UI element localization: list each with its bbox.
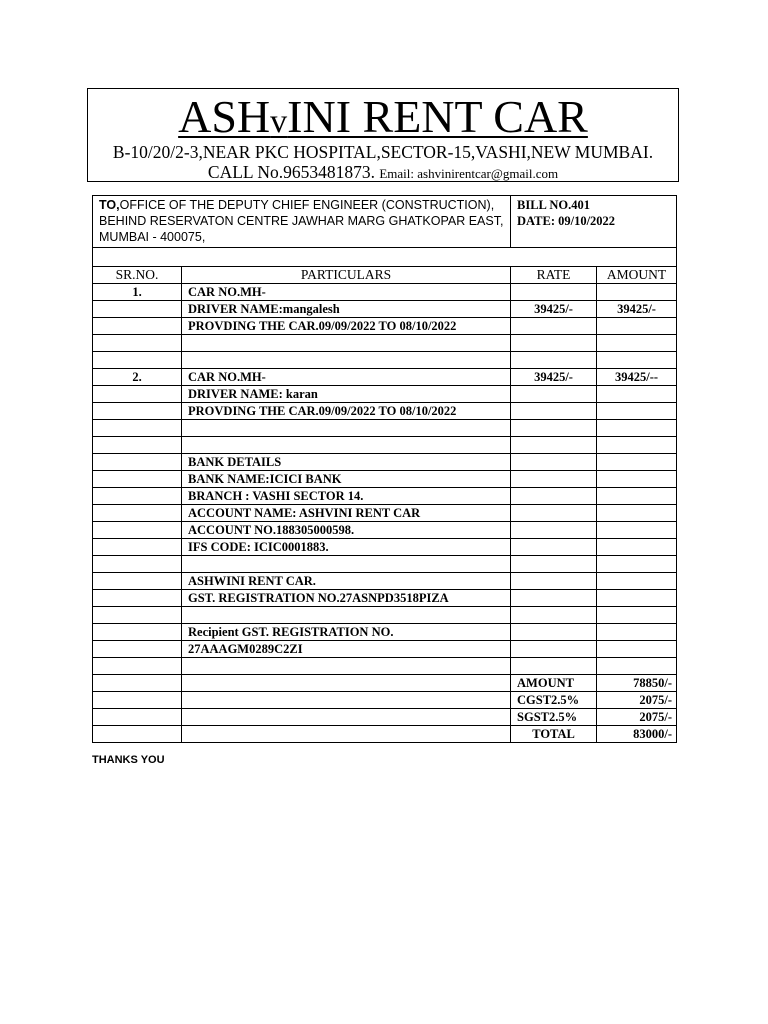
amount-cell: 39425/-- — [597, 369, 677, 386]
recipient-cell — [93, 196, 511, 248]
particulars-cell: ACCOUNT NAME: ASHVINI RENT CAR — [182, 505, 511, 522]
table-row — [93, 301, 677, 318]
rate-cell — [511, 539, 597, 556]
empty-cell — [182, 692, 511, 709]
sr-no-cell: 2. — [93, 369, 182, 386]
totals-row — [93, 692, 677, 709]
table-row — [93, 318, 677, 335]
empty-cell — [93, 726, 182, 743]
particulars-cell — [182, 420, 511, 437]
sr-no-cell — [93, 641, 182, 658]
particulars-cell — [182, 352, 511, 369]
totals-label: SGST2.5% — [511, 709, 597, 726]
table-row — [93, 386, 677, 403]
particulars-cell: CAR NO.MH- — [182, 284, 511, 301]
rate-cell — [511, 488, 597, 505]
totals-value: 2075/- — [597, 692, 677, 709]
rate-cell — [511, 641, 597, 658]
table-row — [93, 641, 677, 658]
empty-cell — [93, 692, 182, 709]
table-row — [93, 590, 677, 607]
column-header-row — [93, 267, 677, 284]
totals-value: 2075/- — [597, 709, 677, 726]
spacer-cell — [93, 248, 677, 267]
recipient-address: OFFICE OF THE DEPUTY CHIEF ENGINEER (CONSTRUCTION), BEHIND RESERVATON CENTRE JAWHAR MARG GHATKOPAR EAST, MUMBAI - 400075, — [99, 198, 504, 244]
table-row — [93, 335, 677, 352]
empty-cell — [93, 675, 182, 692]
column-header-rate: RATE — [511, 267, 597, 284]
spacer-row — [93, 248, 677, 267]
sr-no-cell — [93, 471, 182, 488]
rate-cell — [511, 386, 597, 403]
sr-no-cell — [93, 420, 182, 437]
rate-cell — [511, 335, 597, 352]
company-name-v: v — [270, 103, 288, 140]
amount-cell — [597, 624, 677, 641]
rate-cell — [511, 658, 597, 675]
table-row — [93, 369, 677, 386]
sr-no-cell — [93, 386, 182, 403]
sr-no-cell — [93, 505, 182, 522]
sr-no-cell — [93, 539, 182, 556]
phone-number: CALL No.9653481873. — [207, 162, 375, 182]
table-row — [93, 454, 677, 471]
company-address: B-10/20/2-3,NEAR PKC HOSPITAL,SECTOR-15,VASHI,NEW MUMBAI. — [112, 142, 654, 162]
amount-cell — [597, 556, 677, 573]
company-name — [88, 91, 678, 148]
totals-value: 78850/- — [597, 675, 677, 692]
amount-cell — [597, 471, 677, 488]
sr-no-cell — [93, 522, 182, 539]
particulars-cell — [182, 335, 511, 352]
particulars-cell: GST. REGISTRATION NO.27ASNPD3518PIZA — [182, 590, 511, 607]
contact-line — [88, 162, 678, 184]
sr-no-cell — [93, 590, 182, 607]
amount-cell — [597, 386, 677, 403]
rate-cell — [511, 454, 597, 471]
sr-no-cell — [93, 624, 182, 641]
totals-label: AMOUNT — [511, 675, 597, 692]
rate-cell — [511, 420, 597, 437]
amount-cell — [597, 590, 677, 607]
table-row — [93, 471, 677, 488]
amount-cell — [597, 488, 677, 505]
rate-cell — [511, 624, 597, 641]
column-header-sr-no: SR.NO. — [93, 267, 182, 284]
company-name-part2: INI RENT CAR — [287, 91, 588, 142]
rate-cell — [511, 573, 597, 590]
particulars-cell: DRIVER NAME: karan — [182, 386, 511, 403]
rate-cell — [511, 471, 597, 488]
bill-date: DATE: 09/10/2022 — [517, 214, 616, 228]
particulars-cell: CAR NO.MH- — [182, 369, 511, 386]
sr-no-cell — [93, 573, 182, 590]
totals-row — [93, 726, 677, 743]
recipient-row — [93, 196, 677, 248]
thanks-note: THANKS YOU — [92, 754, 165, 766]
particulars-cell: BRANCH : VASHI SECTOR 14. — [182, 488, 511, 505]
sr-no-cell: 1. — [93, 284, 182, 301]
rate-cell: 39425/- — [511, 301, 597, 318]
company-name-part1: ASH — [178, 91, 271, 142]
table-row — [93, 437, 677, 454]
particulars-cell: PROVDING THE CAR.09/09/2022 TO 08/10/2022 — [182, 403, 511, 420]
table-row — [93, 539, 677, 556]
sr-no-cell — [93, 556, 182, 573]
totals-row — [93, 709, 677, 726]
sr-no-cell — [93, 658, 182, 675]
particulars-cell: Recipient GST. REGISTRATION NO. — [182, 624, 511, 641]
amount-cell — [597, 573, 677, 590]
sr-no-cell — [93, 607, 182, 624]
rate-cell — [511, 607, 597, 624]
sr-no-cell — [93, 437, 182, 454]
particulars-cell: PROVDING THE CAR.09/09/2022 TO 08/10/2022 — [182, 318, 511, 335]
particulars-cell: 27AAAGM0289C2ZI — [182, 641, 511, 658]
table-row — [93, 658, 677, 675]
amount-cell — [597, 420, 677, 437]
totals-label: CGST2.5% — [511, 692, 597, 709]
sr-no-cell — [93, 335, 182, 352]
rate-cell: 39425/- — [511, 369, 597, 386]
particulars-cell: BANK NAME:ICICI BANK — [182, 471, 511, 488]
column-header-particulars: PARTICULARS — [182, 267, 511, 284]
particulars-cell: BANK DETAILS — [182, 454, 511, 471]
table-row — [93, 556, 677, 573]
amount-cell — [597, 437, 677, 454]
table-row — [93, 624, 677, 641]
amount-cell — [597, 641, 677, 658]
sr-no-cell — [93, 352, 182, 369]
sr-no-cell — [93, 301, 182, 318]
amount-cell — [597, 284, 677, 301]
totals-value: 83000/- — [597, 726, 677, 743]
rate-cell — [511, 590, 597, 607]
particulars-cell — [182, 437, 511, 454]
sr-no-cell — [93, 403, 182, 420]
particulars-cell — [182, 658, 511, 675]
amount-cell — [597, 658, 677, 675]
particulars-cell: DRIVER NAME:mangalesh — [182, 301, 511, 318]
table-row — [93, 403, 677, 420]
rate-cell — [511, 284, 597, 301]
sr-no-cell — [93, 454, 182, 471]
rate-cell — [511, 556, 597, 573]
amount-cell — [597, 335, 677, 352]
table-row — [93, 352, 677, 369]
sr-no-cell — [93, 318, 182, 335]
rate-cell — [511, 352, 597, 369]
to-label: TO, — [99, 198, 120, 212]
sr-no-cell — [93, 488, 182, 505]
amount-cell — [597, 505, 677, 522]
amount-cell: 39425/- — [597, 301, 677, 318]
particulars-cell: IFS CODE: ICIC0001883. — [182, 539, 511, 556]
empty-cell — [182, 726, 511, 743]
empty-cell — [93, 709, 182, 726]
table-row — [93, 573, 677, 590]
particulars-cell: ASHWINI RENT CAR. — [182, 573, 511, 590]
rate-cell — [511, 505, 597, 522]
particulars-cell: ACCOUNT NO.188305000598. — [182, 522, 511, 539]
particulars-cell — [182, 556, 511, 573]
table-row — [93, 420, 677, 437]
table-row — [93, 488, 677, 505]
rate-cell — [511, 403, 597, 420]
totals-label: TOTAL — [511, 726, 597, 743]
bill-info-cell — [511, 196, 677, 248]
bill-number: BILL NO.401 — [517, 198, 590, 212]
amount-cell — [597, 607, 677, 624]
rate-cell — [511, 522, 597, 539]
amount-cell — [597, 539, 677, 556]
rate-cell — [511, 318, 597, 335]
totals-row — [93, 675, 677, 692]
letterhead — [87, 88, 679, 182]
amount-cell — [597, 352, 677, 369]
amount-cell — [597, 318, 677, 335]
bill-table — [92, 195, 677, 743]
rate-cell — [511, 437, 597, 454]
amount-cell — [597, 522, 677, 539]
table-row — [93, 522, 677, 539]
table-row — [93, 607, 677, 624]
table-row — [93, 284, 677, 301]
particulars-cell — [182, 607, 511, 624]
amount-cell — [597, 403, 677, 420]
amount-cell — [597, 454, 677, 471]
table-row — [93, 505, 677, 522]
empty-cell — [182, 709, 511, 726]
email-address: Email: ashvinirentcar@gmail.com — [379, 166, 559, 181]
empty-cell — [182, 675, 511, 692]
column-header-amount: AMOUNT — [597, 267, 677, 284]
